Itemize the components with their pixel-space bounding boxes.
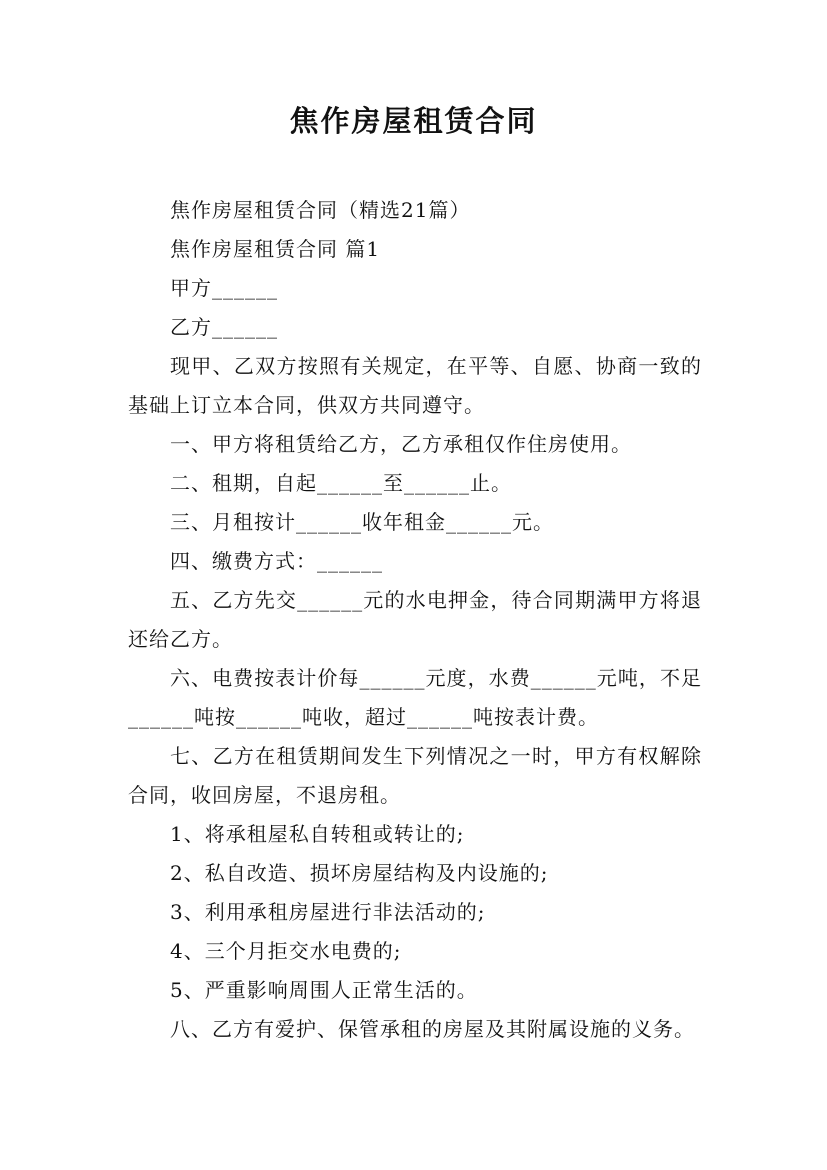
- paragraph-preamble: 现甲、乙双方按照有关规定，在平等、自愿、协商一致的基础上订立本合同，供双方共同遵守。: [128, 354, 702, 417]
- paragraph-clause-2: 二、租期，自起______至______止。: [170, 471, 512, 495]
- paragraph-clause-5: 五、乙方先交______元的水电押金，待合同期满甲方将退还给乙方。: [128, 588, 702, 651]
- paragraph-clause-4: 四、缴费方式：______: [170, 549, 383, 573]
- paragraph-item-5: 5、严重影响周围人正常生活的。: [170, 978, 478, 1002]
- paragraph-subtitle: 焦作房屋租赁合同（精选21篇）: [170, 198, 471, 222]
- paragraph-clause-7: 七、乙方在租赁期间发生下列情况之一时，甲方有权解除合同，收回房屋，不退房租。: [128, 744, 702, 807]
- paragraph-item-2: 2、私自改造、损坏房屋结构及内设施的;: [170, 861, 549, 885]
- paragraph-clause-8: 八、乙方有爱护、保管承租的房屋及其附属设施的义务。: [170, 1017, 695, 1041]
- paragraph-item-1: 1、将承租屋私自转租或转让的;: [170, 822, 465, 846]
- document-title: 焦作房屋租赁合同: [289, 104, 538, 138]
- paragraph-item-4: 4、三个月拒交水电费的;: [170, 939, 402, 963]
- paragraph-party-b: 乙方______: [170, 315, 278, 339]
- paragraph-party-a: 甲方______: [170, 276, 278, 300]
- paragraph-section-heading: 焦作房屋租赁合同 篇1: [170, 237, 381, 261]
- paragraph-clause-6: 六、电费按表计价每______元度，水费______元吨，不足______吨按______吨收，超过______吨按表计费。: [128, 666, 702, 729]
- paragraph-clause-1: 一、甲方将租赁给乙方，乙方承租仅作住房使用。: [170, 432, 632, 456]
- paragraph-clause-3: 三、月租按计______收年租金______元。: [170, 510, 554, 534]
- paragraph-item-3: 3、利用承租房屋进行非法活动的;: [170, 900, 486, 924]
- document-body: [128, 191, 702, 1049]
